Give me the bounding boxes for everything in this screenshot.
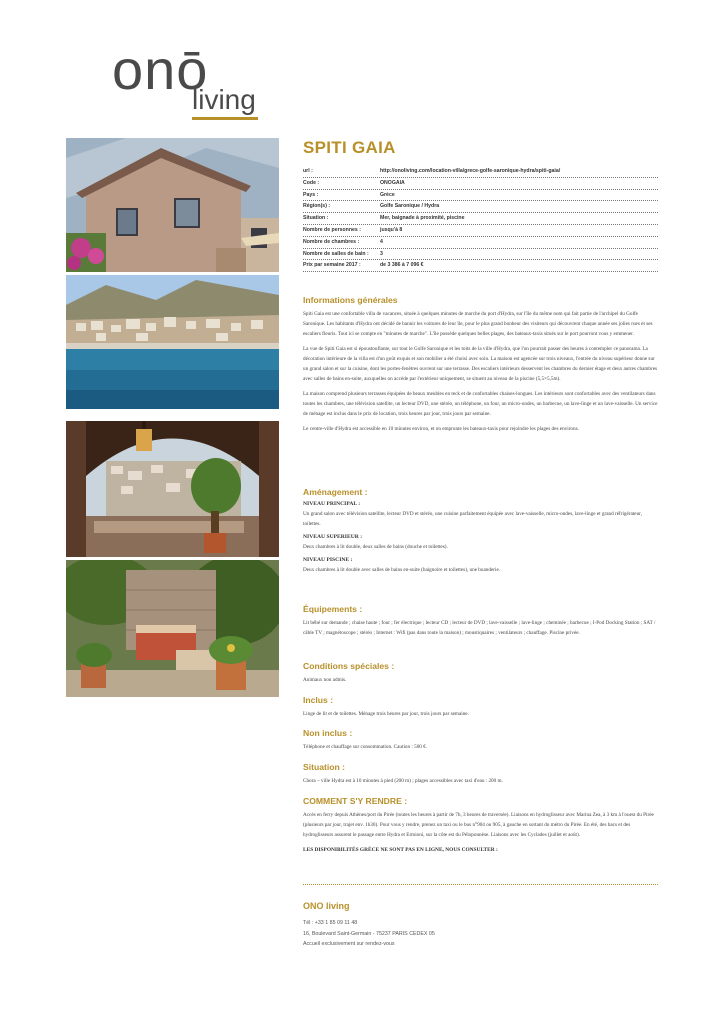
footer-phone[interactable]: Tél : +33 1 85 09 11 48 (303, 920, 358, 926)
details-label: Nombre de chambres : (303, 238, 360, 245)
details-row-chambres (303, 237, 658, 249)
details-value: jusqu'à 8 (380, 226, 403, 233)
paragraph: Spiti Gaia est une confortable villa de vacances, située à quelques minutes de marche du port d'Hydra, sur l'île du même nom qui fait partie de l'archipel du Golfe Saronique. Les habitants d'Hydra ont décidé de bannir les voitures de leur île, pour le plus grand bonheur des visiteurs qui découvrent chaque année ses jolies rues et ses escaliers fleuris. Tout ici se compte en "minutes de marche". L'île possède quelques belles plages, des bateaux-taxis situés sur le port pourront vous y emmener. (303, 311, 653, 337)
details-label: Situation : (303, 215, 329, 222)
details-label: Nombre de personnes : (303, 226, 361, 233)
footer-note: Accueil exclusivement sur rendez-vous (303, 941, 395, 947)
logo-underline (192, 117, 258, 120)
section-title: Situation : (303, 762, 346, 772)
level-text: Un grand salon avec télévision satellite, lecteur DVD et stéréo, une cuisine parfaitement équipée avec lave-vaisselle, micro-ondes, lave-linge et grand réfrigérateur, toilettes. (303, 511, 642, 527)
section-title: COMMENT S'Y RENDRE : (303, 796, 408, 806)
page-title: SPITI GAIA (303, 138, 396, 157)
paragraph: Le centre-ville d'Hydra est accessible en 10 minutes environ, et on emprunte les bateaux-taxis pour rejoindre les plages des environs. (303, 426, 579, 432)
arched-terrace-photo (66, 421, 279, 557)
details-row-pays (303, 190, 658, 202)
section-title: Conditions spéciales : (303, 661, 395, 671)
section-conditions (303, 661, 658, 690)
details-label: Code : (303, 179, 320, 186)
hydra-harbour-photo (66, 275, 279, 409)
paragraph: La vue de Spiti Gaia est si époustouflante, sur tout le Golfe Saronique et les toits de la ville d'Hydra, que l'on pourrait passer des heures à contempler ce panorama. La décoration intérieure de la villa est d'un goût exquis et son mobilier a été choisi avec soin. La maison est agencée sur trois niveaux, l'entrée du niveau supérieur donne sur un grand salon et sur la cuisine, dont les portes-fenêtres ouvrent sur une terrasse. Des escaliers intérieurs desservent les chambres du dernier étage et deux autres chambres avec salles de bains en-suite, auxquelles on accède par l'extérieur uniquement, se situent au niveau de la piscine (5,5×5,5m). (303, 346, 658, 382)
details-label: Prix par semaine 2017 : (303, 262, 361, 269)
level-text: Deux chambres à lit double, deux salles de bains (douche et toilettes). (303, 544, 448, 550)
brand-logo (112, 40, 282, 120)
section-title: Informations générales (303, 295, 398, 305)
details-value: 3 (380, 250, 383, 257)
level-text: Deux chambres à lit double avec salles de bains en-suite (baignoire et toilettes), une buanderie. (303, 567, 501, 573)
paragraph: Chora – ville Hydra est à 10 minutes à pied (200 m) ; plages accessibles avec taxi d'eau : 200 m. (303, 778, 503, 784)
details-row-url (303, 166, 658, 178)
section-comment-sy-rendre (303, 796, 658, 860)
details-row-personnes (303, 225, 658, 237)
details-label: url : (303, 168, 313, 174)
villa-exterior-photo (66, 138, 279, 272)
footer-company-name: ONO living (303, 901, 350, 911)
paragraph: Lit bébé sur demande ; chaise haute ; four ; fer électrique ; lecteur CD ; lecteur de DVD ; lave-vaisselle ; lave-linge ; cheminée ; barbecue ; I-Pod Docking Station ; SAT / câble TV ; magnétoscope ; stéréo ; Internet : Wifi (pas dans toute la maison) ; moustiquaires ; ventilateurs ; chauffage. Piscine privée. (303, 620, 656, 636)
details-value: Grèce (380, 191, 395, 198)
details-label: Pays : (303, 191, 319, 198)
footer-address: 16, Boulevard Saint-Germain - 75237 PARIS CEDEX 05 (303, 930, 435, 937)
paragraph: Accès en ferry depuis Athènes/port du Pirée (toutes les heures à partir de 7h, 3 heures de traversée). Liaisons en hydroglisseur avec Marina Zea, à 3 km à l'ouest du Pirée (plusieurs par jour, trajet env. 1h30). Pour vous y rendre, prenez un taxi ou le bus n°904 ou 905, à gauche en sortant du métro du Pirée. En été, des bacs et des hydroglisseurs assurent le passage entre Hydra et Ermioni, sur la côte est du Péloponnèse. Liaisons avec les Cyclades (juillet et août). (303, 812, 654, 838)
details-value: de 3 386 à 7 096 € (380, 262, 424, 269)
section-inclus (303, 695, 658, 724)
section-non-inclus (303, 728, 658, 757)
level-title: NIVEAU SUPERIEUR : (303, 534, 363, 540)
paragraph: Linge de lit et de toilettes. Ménage trois heures par jour, trois jours par semaine. (303, 711, 469, 717)
section-general-info (303, 295, 658, 439)
level-title: NIVEAU PISCINE : (303, 557, 353, 563)
section-title: Équipements : (303, 604, 363, 614)
details-value: Golfe Saronique / Hydra (380, 203, 440, 210)
details-row-prix (303, 260, 658, 272)
level-title: NIVEAU PRINCIPAL : (303, 501, 361, 507)
details-value-url[interactable]: http://onoliving.com/location-villa/grece-golfe-saronique-hydra/spiti-gaia/ (380, 168, 561, 174)
details-row-code (303, 178, 658, 190)
paragraph: La maison comprend plusieurs terrasses équipées de beaux meubles en teck et de confortables chaises-longues. Les intérieurs sont confortables avec des ventilateurs dans toutes les chambres, une télévision satellite, un lecteur DVD, une stéréo, un téléphone, un four, un micro-ondes, un barbecue, un lave-linge et un lave-vaisselle. Un service de ménage est inclus dans le prix de location, trois heures par jour, trois jours par semaine. (303, 391, 658, 417)
availability-note: LES DISPONIBILITÉS GRÈCE NE SONT PAS EN LIGNE, NOUS CONSULTER : (303, 847, 498, 853)
section-title: Non inclus : (303, 728, 353, 738)
section-equipements (303, 604, 658, 643)
logo-ono-text: onō (112, 38, 209, 101)
main-content (303, 138, 658, 853)
details-label: Région(s) : (303, 203, 331, 210)
logo-living-text: living (192, 84, 256, 115)
footer (303, 901, 658, 950)
details-value: Mer, baignade à proximité, piscine (380, 215, 465, 222)
details-label: Nombre de salles de bain : (303, 250, 369, 257)
paragraph: Animaux non admis. (303, 677, 347, 683)
details-table (303, 166, 658, 272)
section-situation (303, 762, 658, 791)
section-amenagement (303, 487, 658, 580)
details-value: ONOGAIA (380, 179, 405, 186)
footer-divider (303, 884, 658, 885)
details-row-salles-de-bain (303, 249, 658, 261)
details-row-situation (303, 213, 658, 225)
details-value: 4 (380, 238, 383, 245)
details-row-region (303, 201, 658, 213)
section-title: Inclus : (303, 695, 334, 705)
section-title: Aménagement : (303, 487, 368, 497)
garden-lounge-photo (66, 560, 279, 697)
paragraph: Téléphone et chauffage sur consommation. Caution : 500 €. (303, 744, 428, 750)
